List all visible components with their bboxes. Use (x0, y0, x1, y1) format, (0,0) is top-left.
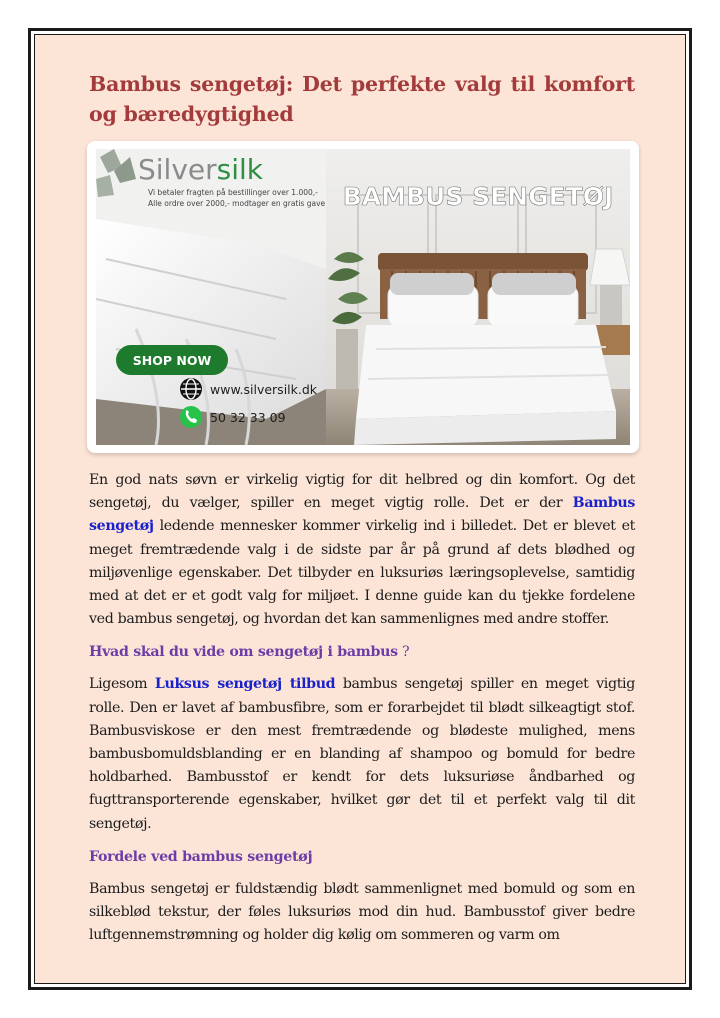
banner-card (87, 141, 639, 453)
banner-website[interactable]: www.silversilk.dk (210, 382, 318, 397)
subheading-question-mark: ? (397, 644, 410, 661)
shop-now-label: SHOP NOW (132, 353, 212, 368)
banner-artwork (96, 149, 630, 445)
paragraph-about-text-1: Ligesom (89, 676, 155, 693)
paragraph-intro (89, 469, 635, 631)
paragraph-about-bamboo (89, 673, 635, 835)
banner-tagline-2: Alle ordre over 2000,- modtager en gratis gave (148, 199, 326, 208)
paragraph-intro-text-2: ledende mennesker kommer virkelig ind i billedet. Det er blevet et meget fremtrædende valg i de sidste par år på grund af dets blødhed og miljøvenlige egenskaber. Det tilbyder en luksuriøs læringsoplevelse, samtidig med at det er et godt valg for miljøet. I denne guide kan du tjekke fordelene ved bambus sengetøj, og hvordan det kan sammenlignes med andre stoffer. (89, 518, 635, 628)
page-frame-outer (28, 28, 692, 990)
subheading-what-to-know-text: Hvad skal du vide om sengetøj i bambus (89, 644, 398, 661)
banner-logo: Silversilk (138, 153, 264, 186)
page-frame-inner (34, 34, 686, 984)
document-title: Bambus sengetøj: Det perfekte valg til komfort og bæredygtighed (89, 72, 635, 126)
link-bambus-sengetoj[interactable]: Bambus sengetøj (89, 495, 635, 535)
banner-phone[interactable]: 50 32 33 09 (210, 410, 286, 425)
globe-icon (180, 378, 202, 400)
banner-tagline-1: Vi betaler fragten på bestillinger over 1.000,- (148, 188, 318, 197)
paragraph-about-text-2: bambus sengetøj spiller en meget vigtig rolle. Den er lavet af bambusfibre, som er forarbejdet til blødt silkeagtigt stof. Bambusviskose er den mest fremtrædende og blødeste mulighed, mens bambusbomuldsblanding er en blanding af shampoo og bomuld for bedre holdbarhed. Bambusstof er kendt for dets luksuriøse åndbarhed og fugttransporterende egenskaber, hvilket gør det til et perfekt valg til dit sengetøj. (89, 676, 635, 832)
paragraph-benefits: Bambus sengetøj er fuldstændig blødt sammenlignet med bomuld og som en silkeblød tekstur, der føles luksuriøs mod din hud. Bambusstof giver bedre luftgennemstrømning og holder dig kølig om sommeren og varm om (89, 880, 635, 944)
phone-icon (180, 406, 202, 428)
subheading-what-to-know (89, 641, 635, 664)
paragraph-intro-text-1: En god nats søvn er virkelig vigtig for dit helbred og din komfort. Og det sengetøj, du vælger, spiller en meget vigtig rolle. Det er der (89, 472, 635, 512)
subheading-benefits: Fordele ved bambus sengetøj (89, 848, 313, 865)
banner-heading: BAMBUS SENGETØJ (342, 182, 614, 211)
banner-image[interactable] (96, 149, 630, 445)
shop-now-button[interactable] (116, 345, 228, 375)
link-luksus-sengetoj-tilbud[interactable]: Luksus sengetøj tilbud (154, 676, 336, 693)
document-page (89, 69, 635, 947)
